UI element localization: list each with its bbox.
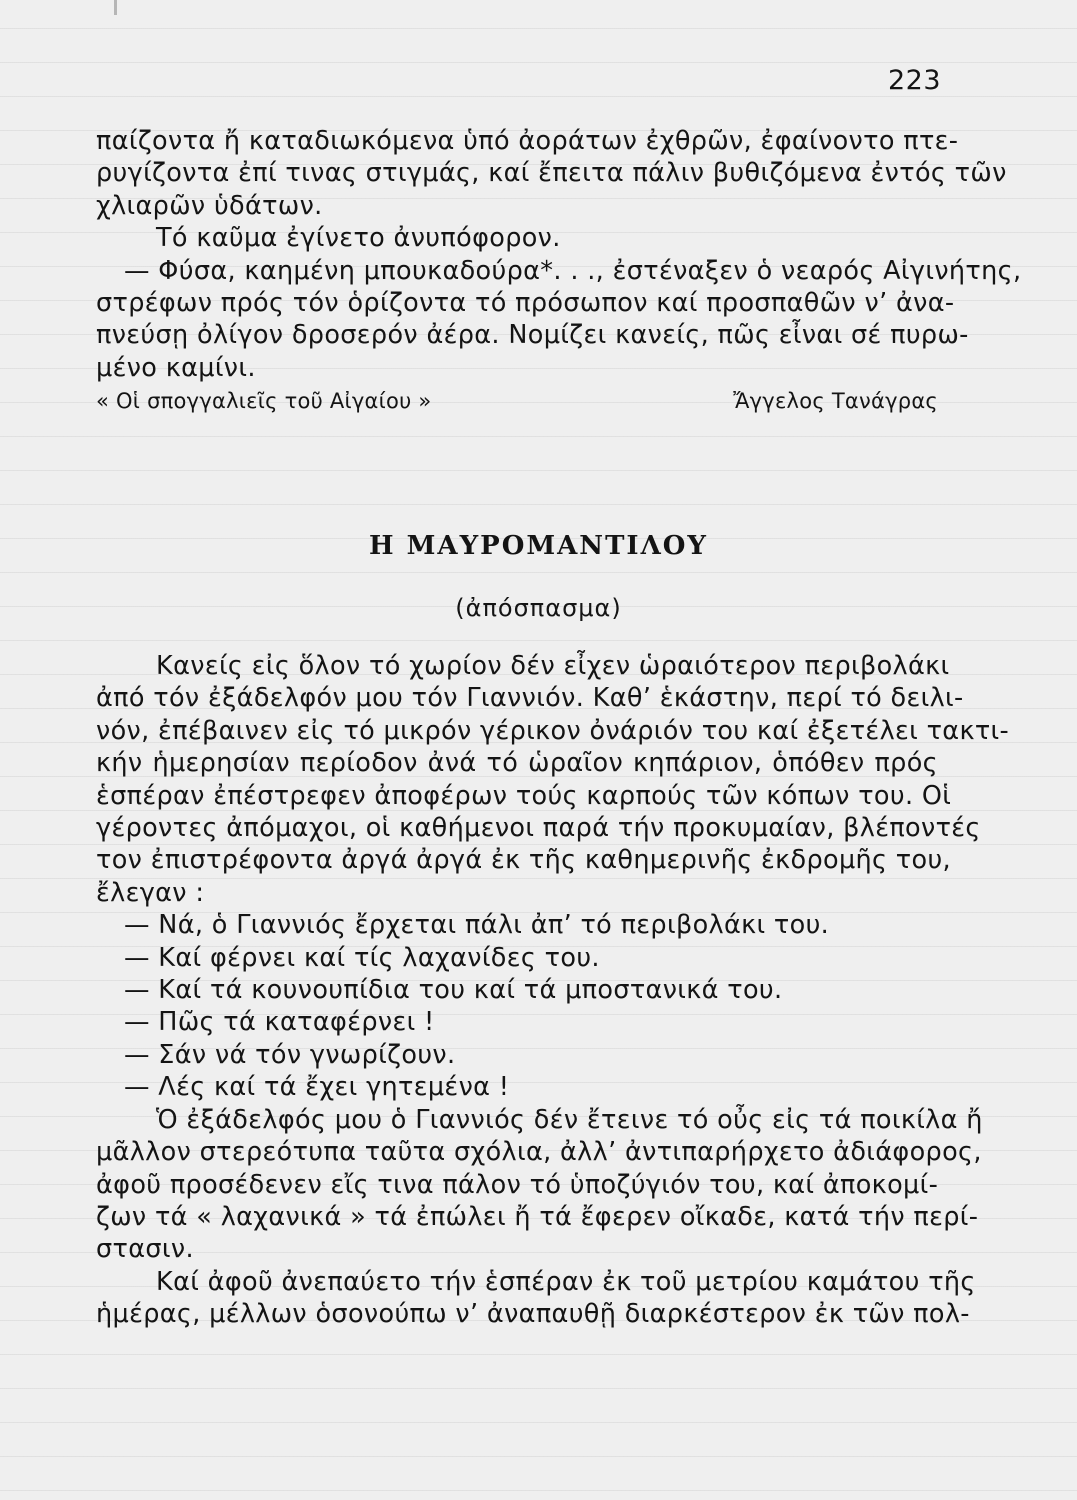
second-excerpt — [96, 650, 1010, 1331]
excerpt-line: νόν, ἐπέβαινεν εἰς τό μικρόν γέρικον ὀνάριόν του καί ἐξετέλει τακτι- — [96, 715, 1010, 746]
page-number: 223 — [888, 65, 942, 96]
dialogue-line: — Καί φέρνει καί τίς λαχανίδες του. — [124, 942, 600, 973]
dialogue-line: — Νά, ὁ Γιαννιός ἔρχεται πάλι ἀπ’ τό περιβολάκι του. — [124, 910, 830, 941]
dialogue-line: — Λές καί τά ἔχει γητεμένα ! — [124, 1072, 510, 1103]
excerpt-line: τον ἐπιστρέφοντα ἀργά ἀργά ἐκ τῆς καθημερινῆς ἐκδρομῆς του, — [96, 845, 952, 876]
excerpt-line: πνεύσῃ ὀλίγον δροσερόν ἀέρα. Νομίζει κανείς, πῶς εἶναι σέ πυρω- — [96, 320, 969, 351]
first-excerpt — [96, 125, 1022, 417]
scan-mark — [114, 0, 117, 15]
excerpt-line: ἑσπέραν ἐπέστρεφεν ἀποφέρων τούς καρπούς τῶν κόπων του. Οἱ — [96, 780, 952, 811]
excerpt-line: μᾶλλον στερεότυπα ταῦτα σχόλια, ἀλλ’ ἀντιπαρήρχετο ἀδιάφορος, — [96, 1137, 982, 1168]
dialogue-line: — Σάν νά τόν γνωρίζουν. — [124, 1039, 456, 1070]
excerpt-line: ἀπό τόν ἐξάδελφόν μου τόν Γιαννιόν. Καθ’ ἑκάστην, περί τό δειλι- — [96, 683, 964, 714]
excerpt-line: χλιαρῶν ὑδάτων. — [96, 190, 323, 221]
excerpt-line: Τό καῦμα ἐγίνετο ἀνυπόφορον. — [156, 223, 561, 254]
dialogue-line: — Φύσα, καημένη μπουκαδούρα*. . ., ἐστέναξεν ὁ νεαρός Αἰγινήτης, — [124, 255, 1022, 286]
section-subtitle: (ἀπόσπασμα) — [455, 594, 622, 622]
excerpt-line: ρυγίζοντα ἐπί τινας στιγμάς, καί ἔπειτα πάλιν βυθιζόμενα ἐντός τῶν — [96, 158, 1007, 189]
section-title: Η ΜΑΥΡΟΜΑΝΤΙΛΟΥ — [369, 531, 708, 561]
excerpt-line: Κανείς εἰς ὅλον τό χωρίον δέν εἶχεν ὡραιότερον περιβολάκι — [156, 651, 950, 681]
excerpt-line: Ὁ ἐξάδελφός μου ὁ Γιαννιός δέν ἔτεινε τό οὖς εἰς τά ποικίλα ἤ — [156, 1104, 983, 1135]
excerpt-line: ἔλεγαν : — [96, 877, 205, 908]
excerpt-line: στασιν. — [96, 1234, 194, 1265]
dialogue-line: — Καί τά κουνουπίδια του καί τά μποστανικά του. — [124, 975, 783, 1006]
source-author: Ἄγγελος Τανάγρας — [733, 389, 938, 414]
source-title: « Οἱ σπογγαλιεῖς τοῦ Αἰγαίου » — [96, 389, 432, 414]
excerpt-line: μένο καμίνι. — [96, 352, 256, 383]
excerpt-line: γέροντες ἀπόμαχοι, οἱ καθήμενοι παρά τήν προκυμαίαν, βλέποντές — [96, 813, 981, 844]
excerpt-line: ἡμέρας, μέλλων ὁσονούπω ν’ ἀναπαυθῇ διαρκέστερον ἐκ τῶν πολ- — [96, 1299, 970, 1330]
source-citation — [96, 385, 938, 417]
excerpt-line: κήν ἡμερησίαν περίοδον ἀνά τό ὡραῖον κηπάριον, ὁπόθεν πρός — [96, 748, 938, 779]
excerpt-line: ἀφοῦ προσέδενεν εἴς τινα πάλον τό ὑποζύγιόν του, καί ἀποκομί- — [96, 1169, 939, 1200]
dialogue-line: — Πῶς τά καταφέρνει ! — [124, 1007, 435, 1038]
excerpt-line: ζων τά « λαχανικά » τά ἐπώλει ἤ τά ἔφερεν οἴκαδε, κατά τήν περί- — [96, 1201, 979, 1232]
excerpt-line: παίζοντα ἤ καταδιωκόμενα ὑπό ἀοράτων ἐχθρῶν, ἐφαίνοντο πτε- — [96, 126, 959, 156]
excerpt-line: Καί ἀφοῦ ἀνεπαύετο τήν ἑσπέραν ἐκ τοῦ μετρίου καμάτου τῆς — [156, 1266, 976, 1297]
excerpt-line: στρέφων πρός τόν ὁρίζοντα τό πρόσωπον καί προσπαθῶν ν’ ἀνα- — [96, 288, 955, 319]
